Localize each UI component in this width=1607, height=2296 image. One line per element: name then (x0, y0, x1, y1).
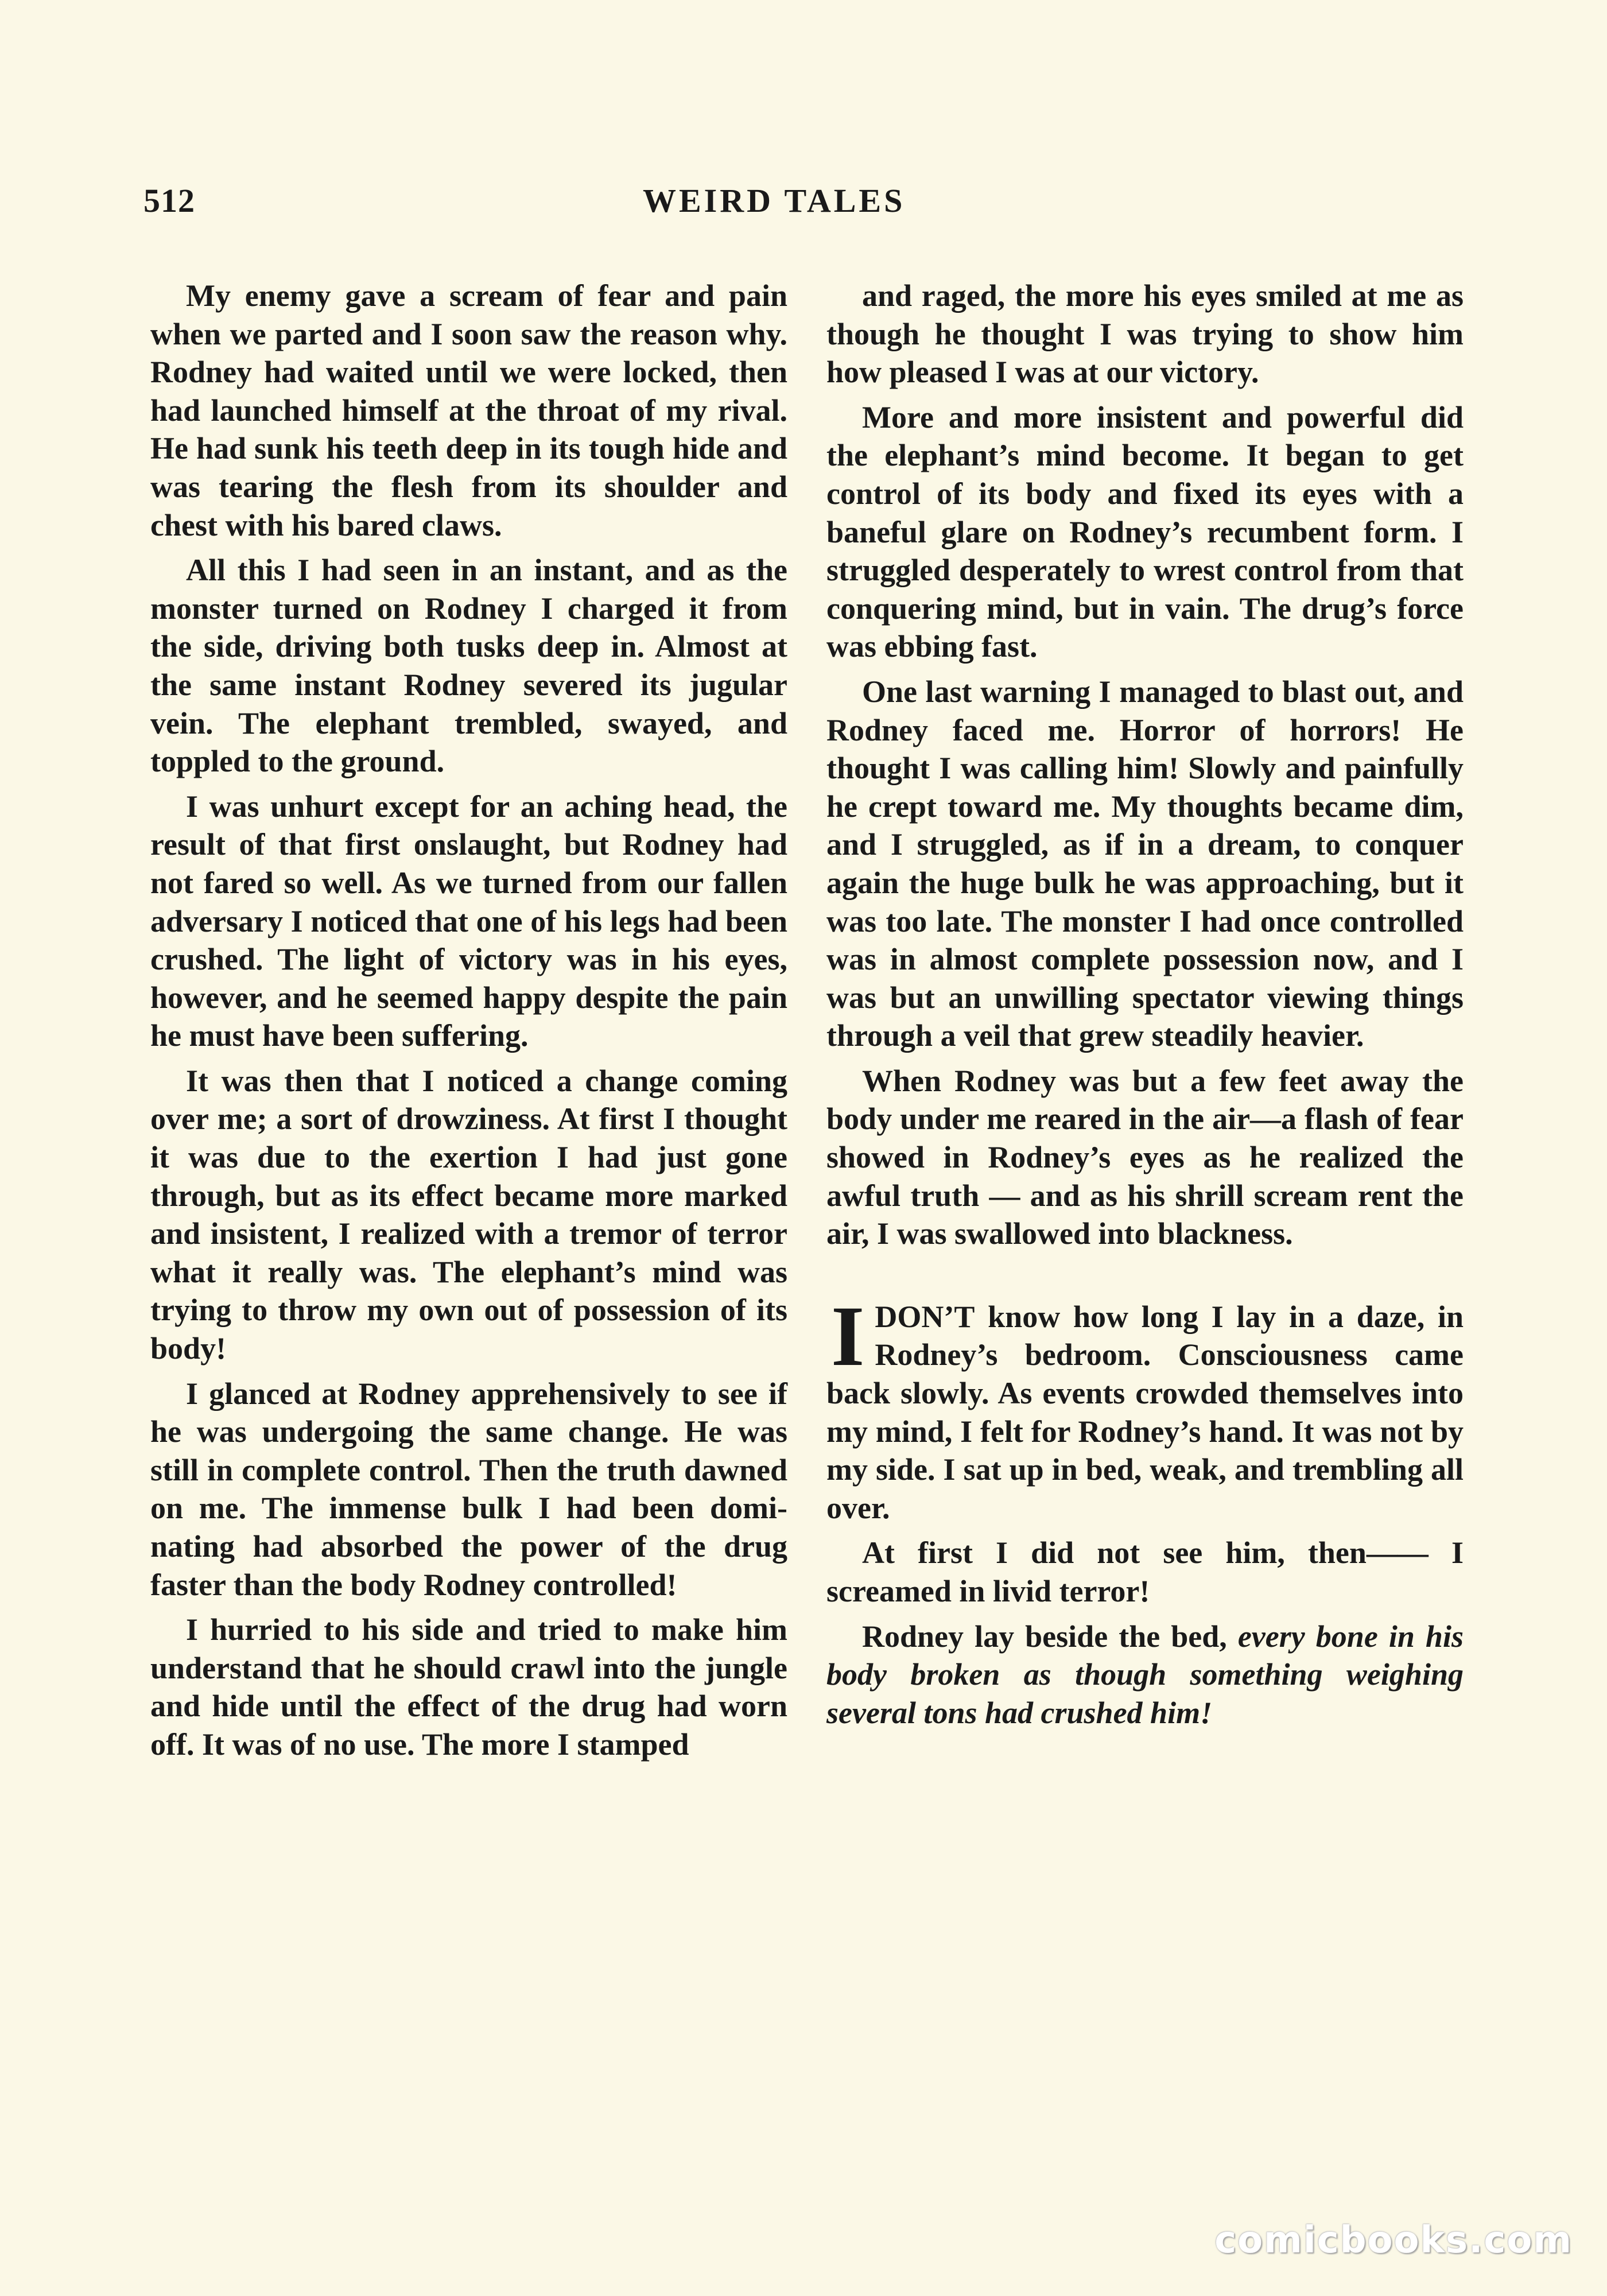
paragraph: All this I had seen in an instant, and as the monster turned on Rodney I charged it from the side, driving both tusks deep in. Almost at the same instant Rodney severed its jugular vein. The elephant trembled, swayed, and toppled to the ground. (150, 553, 787, 779)
right-column (826, 277, 1464, 1739)
paragraph: One last warning I managed to blast out, and Rodney faced me. Horror of horrors! He thought I was calling him! Slowly and painfully he crept toward me. My thoughts became dim, and I struggled, as if in a dream, to conquer again the huge bulk he was approaching, but it was too late. The monster I had once controlled was in almost complete possession now, and I was but an unwilling spectator viewing things through a veil that grew steadily heavier. (826, 674, 1464, 1053)
paragraph: When Rodney was but a few feet away the body under me reared in the air—a flash of fear showed in Rodney’s eyes as he realized the awful truth — and as his shrill scream rent the air, I was swallowed into blackness. (826, 1063, 1464, 1251)
paragraph: I hurried to his side and tried to make him understand that he should crawl into the jungle and hide until the effect of the drug had worn off. It was of no use. The more I stamped (150, 1612, 787, 1762)
paragraph: My enemy gave a scream of fear and pain when we parted and I soon saw the reason why. Rodney had waited until we were locked, then had launched himself at the throat of my rival. He had sunk his teeth deep in its tough hide and was tearing the flesh from its shoulder and chest with his bared claws. (150, 278, 787, 542)
paragraph: I was unhurt except for an aching head, the result of that first onslaught, but Rodney had not fared so well. As we turned from our fallen adversary I noticed that one of his legs had been crushed. The light of victory was in his eyes, however, and he seemed happy despite the pain he must have been suffering. (150, 789, 787, 1053)
paragraph: More and more insistent and powerful did the elephant’s mind become. It began to get control of its body and fixed its eyes with a baneful glare on Rodney’s recumbent form. I struggled desperately to wrest control from that conquering mind, but in vain. The drug’s force was ebbing fast. (826, 400, 1464, 664)
italic-text: every bone in his body broken as though something weighing several tons had crushed him! (826, 1619, 1464, 1730)
paragraph-text: Rodney lay beside the bed, (862, 1619, 1238, 1654)
page-number: 512 (143, 182, 195, 219)
smallcaps-lead: DON’T (875, 1299, 975, 1334)
section-break (826, 1260, 1464, 1298)
paragraph: It was then that I noticed a change coming over me; a sort of drowziness. At first I thought it was due to the exertion I had just gone through, but as its effect became more marked and insistent, I realized with a tremor of terror what it really was. The elephant’s mind was trying to throw my own out of possession of its body! (150, 1063, 787, 1366)
paragraph: and raged, the more his eyes smiled at me as though he thought I was trying to show him how pleased I was at our victory. (826, 278, 1464, 390)
running-title: WEIRD TALES (643, 182, 906, 219)
final-paragraph (826, 1618, 1464, 1732)
watermark: comicbooks.com (1214, 2219, 1573, 2262)
paragraph: I glanced at Rodney apprehensively to see if he was undergoing the same change. He was still in complete control. Then the truth dawned on me. The immense bulk I had been dominating had absorbed the power of the drug faster than the body Rodney controlled! (150, 1376, 787, 1602)
paragraph: At first I did not see him, then—— I screamed in livid terror! (826, 1535, 1464, 1608)
paragraph-text: know how long I lay in a daze, in Rodney’s bedroom. Consciousness came back slowly. As events crowded themselves into my mind, I felt for Rodney’s hand. It was not by my side. I sat up in bed, weak, and trembling all over. (826, 1299, 1464, 1525)
left-column (150, 277, 787, 1771)
dropcap-paragraph (826, 1288, 1464, 1527)
dropcap-letter: I (831, 1288, 865, 1384)
